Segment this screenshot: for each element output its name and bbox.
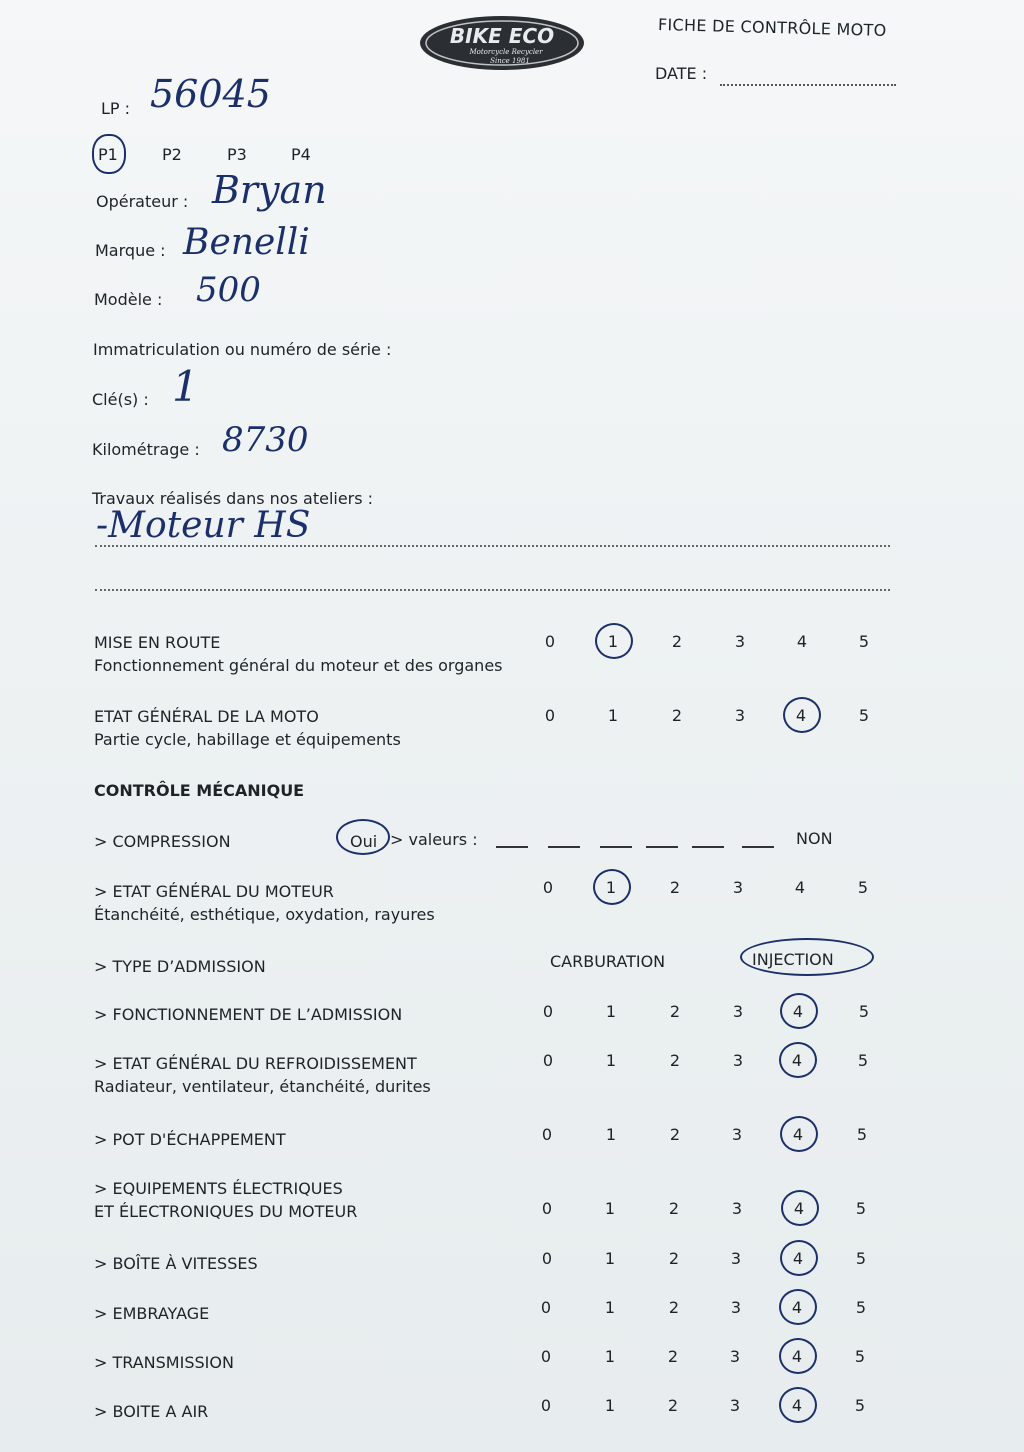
rating-option-1[interactable]: 1 xyxy=(605,878,617,897)
rating-selected-circle xyxy=(595,623,633,659)
rating-option-3[interactable]: 3 xyxy=(729,1396,741,1415)
rating-option-0[interactable]: 0 xyxy=(541,1125,553,1144)
rating-option-2[interactable]: 2 xyxy=(669,1002,681,1021)
rating-option-2[interactable]: 2 xyxy=(668,1199,680,1218)
rating-option-4[interactable]: 4 xyxy=(791,1347,803,1366)
rating-option-3[interactable]: 3 xyxy=(731,1125,743,1144)
rating-selected-circle xyxy=(780,1240,818,1276)
works-line-1[interactable] xyxy=(95,545,890,547)
rating-selected-circle xyxy=(779,1387,817,1423)
rating-option-3[interactable]: 3 xyxy=(730,1298,742,1317)
keys-value[interactable]: 1 xyxy=(172,362,199,411)
keys-label: Clé(s) : xyxy=(92,390,149,409)
row-label: > TRANSMISSION xyxy=(94,1353,234,1372)
compression-value-6[interactable] xyxy=(742,846,774,848)
row-etat-moteur xyxy=(94,882,435,924)
mileage-value[interactable]: 8730 xyxy=(222,420,309,460)
rating-option-0[interactable]: 0 xyxy=(544,632,556,651)
rating-option-1[interactable]: 1 xyxy=(607,632,619,651)
rating-option-5[interactable]: 5 xyxy=(856,1125,868,1144)
rating-selected-circle xyxy=(780,1116,818,1152)
rating-option-5[interactable]: 5 xyxy=(854,1396,866,1415)
compression-oui-circle xyxy=(336,819,390,855)
mechanical-heading: CONTRÔLE MÉCANIQUE xyxy=(94,781,305,800)
rating-option-3[interactable]: 3 xyxy=(734,706,746,725)
rating-option-0[interactable]: 0 xyxy=(540,1298,552,1317)
brand-value[interactable]: Benelli xyxy=(183,222,310,263)
rating-option-1[interactable]: 1 xyxy=(604,1249,616,1268)
operator-value[interactable]: Bryan xyxy=(212,168,327,212)
rating-option-4[interactable]: 4 xyxy=(791,1396,803,1415)
rating-option-1[interactable]: 1 xyxy=(604,1199,616,1218)
rating-selected-circle xyxy=(779,1289,817,1325)
row-label: > ETAT GÉNÉRAL DU REFROIDISSEMENT xyxy=(94,1054,417,1073)
row-etat-moto xyxy=(94,707,401,749)
rating-option-4[interactable]: 4 xyxy=(795,706,807,725)
priority-p2[interactable]: P2 xyxy=(162,145,182,164)
works-label: Travaux réalisés dans nos ateliers : xyxy=(92,489,374,508)
rating-option-0[interactable]: 0 xyxy=(541,1199,553,1218)
rating-selected-circle xyxy=(781,1190,819,1226)
model-label: Modèle : xyxy=(94,290,163,309)
compression-values-label: > valeurs : xyxy=(390,830,478,849)
row-boite-vitesses xyxy=(94,1254,258,1273)
rating-option-2[interactable]: 2 xyxy=(668,1249,680,1268)
row-sub: Fonctionnement général du moteur et des organes xyxy=(94,656,503,675)
form-title: FICHE DE CONTRÔLE MOTO xyxy=(657,15,887,40)
rating-option-3[interactable]: 3 xyxy=(732,1002,744,1021)
date-label: DATE : xyxy=(655,64,708,83)
priority-p1[interactable]: P1 xyxy=(98,145,118,164)
rating-option-5[interactable]: 5 xyxy=(855,1199,867,1218)
rating-option-2[interactable]: 2 xyxy=(668,1298,680,1317)
row-label: ETAT GÉNÉRAL DE LA MOTO xyxy=(94,707,319,726)
rating-option-0[interactable]: 0 xyxy=(542,878,554,897)
rating-option-4[interactable]: 4 xyxy=(796,632,808,651)
rating-option-2[interactable]: 2 xyxy=(671,706,683,725)
row-admission-function xyxy=(94,1005,402,1024)
logo-tagline: Motorcycle Recycler xyxy=(469,48,543,56)
rating-option-4[interactable]: 4 xyxy=(792,1249,804,1268)
logo-since: Since 1981 xyxy=(490,57,530,65)
row-sub: ET ÉLECTRONIQUES DU MOTEUR xyxy=(94,1202,358,1221)
bike-eco-logo xyxy=(418,14,586,72)
rating-option-2[interactable]: 2 xyxy=(669,1051,681,1070)
rating-option-0[interactable]: 0 xyxy=(540,1347,552,1366)
row-refroidissement xyxy=(94,1054,431,1096)
operator-label: Opérateur : xyxy=(96,192,189,211)
rating-option-3[interactable]: 3 xyxy=(731,1199,743,1218)
rating-option-4[interactable]: 4 xyxy=(791,1298,803,1317)
rating-option-1[interactable]: 1 xyxy=(605,1125,617,1144)
rating-option-0[interactable]: 0 xyxy=(541,1249,553,1268)
date-field[interactable] xyxy=(720,84,896,86)
admission-injection[interactable]: INJECTION xyxy=(752,950,834,969)
rating-option-3[interactable]: 3 xyxy=(730,1249,742,1268)
rating-option-5[interactable]: 5 xyxy=(857,1051,869,1070)
compression-label: > COMPRESSION xyxy=(94,832,231,851)
rating-option-0[interactable]: 0 xyxy=(540,1396,552,1415)
model-value[interactable]: 500 xyxy=(196,270,261,310)
row-label: > POT D'ÉCHAPPEMENT xyxy=(94,1130,286,1149)
priority-p4[interactable]: P4 xyxy=(291,145,311,164)
priority-p3[interactable]: P3 xyxy=(227,145,247,164)
rating-option-5[interactable]: 5 xyxy=(854,1347,866,1366)
rating-selected-circle xyxy=(593,869,631,905)
lp-label: LP : xyxy=(101,99,131,118)
rating-option-2[interactable]: 2 xyxy=(669,878,681,897)
rating-option-4[interactable]: 4 xyxy=(793,1199,805,1218)
rating-selected-circle xyxy=(783,697,821,733)
rating-option-0[interactable]: 0 xyxy=(542,1051,554,1070)
rating-option-3[interactable]: 3 xyxy=(729,1347,741,1366)
rating-option-1[interactable]: 1 xyxy=(604,1396,616,1415)
rating-selected-circle xyxy=(779,1338,817,1374)
admission-carburation[interactable]: CARBURATION xyxy=(550,952,666,971)
rating-option-5[interactable]: 5 xyxy=(855,1249,867,1268)
rating-option-4[interactable]: 4 xyxy=(792,1002,804,1021)
registration-label: Immatriculation ou numéro de série : xyxy=(93,340,392,359)
compression-oui[interactable]: Oui xyxy=(350,832,378,851)
works-line-2[interactable] xyxy=(95,589,890,591)
row-embrayage xyxy=(94,1304,209,1323)
row-label: > BOITE A AIR xyxy=(94,1402,209,1421)
rating-option-4[interactable]: 4 xyxy=(794,878,806,897)
mileage-label: Kilométrage : xyxy=(92,440,200,459)
row-label: MISE EN ROUTE xyxy=(94,633,221,652)
logo-brand: BIKE ECO xyxy=(449,24,555,48)
rating-option-0[interactable]: 0 xyxy=(544,706,556,725)
row-boite-air xyxy=(94,1402,208,1421)
rating-option-5[interactable]: 5 xyxy=(858,632,870,651)
rating-selected-circle xyxy=(780,993,818,1029)
row-label: > EMBRAYAGE xyxy=(94,1304,210,1323)
works-value[interactable]: -Moteur HS xyxy=(96,505,311,546)
row-label: > EQUIPEMENTS ÉLECTRIQUES xyxy=(94,1179,343,1198)
admission-type-label: > TYPE D’ADMISSION xyxy=(94,957,266,976)
rating-option-0[interactable]: 0 xyxy=(542,1002,554,1021)
rating-option-1[interactable]: 1 xyxy=(604,1298,616,1317)
rating-option-1[interactable]: 1 xyxy=(604,1347,616,1366)
rating-option-2[interactable]: 2 xyxy=(667,1347,679,1366)
admission-injection-circle xyxy=(740,938,874,976)
rating-option-2[interactable]: 2 xyxy=(667,1396,679,1415)
row-sub: Étanchéité, esthétique, oxydation, rayures xyxy=(94,905,435,924)
row-sub: Partie cycle, habillage et équipements xyxy=(94,730,401,749)
rating-option-4[interactable]: 4 xyxy=(791,1051,803,1070)
rating-option-3[interactable]: 3 xyxy=(732,1051,744,1070)
row-transmission xyxy=(94,1353,234,1372)
compression-value-3[interactable] xyxy=(600,846,632,848)
row-mise-en-route xyxy=(94,633,503,675)
rating-option-1[interactable]: 1 xyxy=(605,1051,617,1070)
rating-option-3[interactable]: 3 xyxy=(732,878,744,897)
rating-option-2[interactable]: 2 xyxy=(671,632,683,651)
row-sub: Radiateur, ventilateur, étanchéité, durites xyxy=(94,1077,431,1096)
row-label: > ETAT GÉNÉRAL DU MOTEUR xyxy=(94,882,334,901)
row-label: > FONCTIONNEMENT DE L’ADMISSION xyxy=(94,1005,403,1024)
rating-option-5[interactable]: 5 xyxy=(855,1298,867,1317)
rating-selected-circle xyxy=(779,1042,817,1078)
rating-option-2[interactable]: 2 xyxy=(669,1125,681,1144)
row-echappement xyxy=(94,1130,286,1149)
rating-option-4[interactable]: 4 xyxy=(792,1125,804,1144)
compression-non[interactable]: NON xyxy=(796,829,833,848)
rating-option-5[interactable]: 5 xyxy=(857,878,869,897)
rating-option-5[interactable]: 5 xyxy=(858,706,870,725)
lp-value[interactable]: 56045 xyxy=(150,72,271,116)
compression-value-4[interactable] xyxy=(646,846,678,848)
rating-option-1[interactable]: 1 xyxy=(607,706,619,725)
compression-value-2[interactable] xyxy=(548,846,580,848)
row-label: > BOÎTE À VITESSES xyxy=(94,1254,258,1273)
rating-option-3[interactable]: 3 xyxy=(734,632,746,651)
priority-p1-circle xyxy=(92,134,126,174)
brand-label: Marque : xyxy=(95,241,166,260)
compression-value-1[interactable] xyxy=(496,846,528,848)
rating-option-1[interactable]: 1 xyxy=(605,1002,617,1021)
row-electrique xyxy=(94,1179,357,1221)
compression-value-5[interactable] xyxy=(692,846,724,848)
rating-option-5[interactable]: 5 xyxy=(858,1002,870,1021)
